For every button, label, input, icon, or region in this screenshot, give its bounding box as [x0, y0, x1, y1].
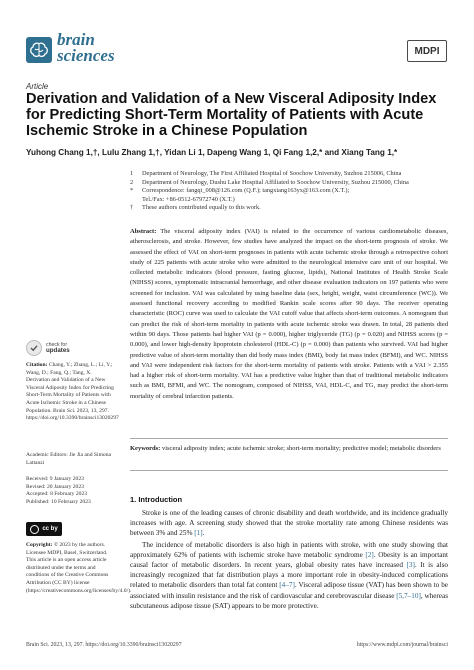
citation-link[interactable]: [1] [194, 529, 203, 538]
cc-license-badge[interactable] [26, 522, 62, 536]
affiliation-mark: 2 [130, 178, 134, 186]
affiliation-mark: 1 [130, 170, 134, 177]
affiliation-row [130, 170, 460, 179]
affiliation-mark [130, 196, 142, 205]
cc-icon [30, 525, 39, 534]
paragraph-text: , whereas subcutaneous adipose tissue (SAT) appears to be more protective. [130, 591, 448, 610]
published-date: Published: 10 February 2023 [26, 498, 91, 505]
section-heading: 1. Introduction [130, 495, 183, 504]
check-updates-line2: updates [46, 347, 70, 354]
journal-name-line1: brain [57, 30, 95, 49]
paragraph-text: . Obesity is an important causal factor of metabolic disorders. In recent years, global obesity rates have increased [130, 550, 448, 570]
introduction-body [130, 508, 448, 611]
publisher-logo: MDPI [407, 40, 447, 62]
academic-editors [26, 452, 116, 467]
keywords [130, 444, 448, 454]
check-updates-line1: check for [46, 342, 68, 348]
journal-name-line2: sciences [57, 46, 115, 65]
citation-link[interactable]: [4–7] [279, 581, 295, 590]
affiliation-row [130, 196, 460, 205]
abstract-text: The visceral adiposity index (VAI) is related to the occurrence of various cardiometabolic diseases, atherosclerosis, and stroke. However, few studies have analyzed the impact on the short-term prognosis of stroke. We assessed the effect of VAI on short-term prognoses in patients with acute ischemic stroke through a retrospective cohort study of 225 patients with acute stroke who were admitted to the neurological intensive care unit of our hospital. We collected metabolic indicators (blood pressure, fasting glucose, lipids), National Institutes of Health Stroke Scale (NIHSS) scores, symptomatic intracranial hemorrhage, and other disease evaluation indicators on 197 patients who were screened for inclusion. VAI was calculated by using baseline data (sex, height, weight, waist circumference (WC)). We assessed functional recovery according to modified Rankin scale scores after 90 days. The receiver operating characteristic (ROC) curve was used to calculate the VAI cutoff value that affects short-term outcomes. A nomogram that can predict the risk of short-term mortality in patients with acute ischemic stroke was drawn. In total, 28 patients died within 90 days. Those patients had higher VAI (p = 0.000), higher triglyceride (TG) (p = 0.020) and NIHSS scores (p = 0.000), and lower high-density lipoprotein cholesterol (HDL-C) (p = 0.000) than patients who survived. VAI had higher predictive value of short-term mortality than did body mass index (BMI), body fat mass index (BFMI), and WC. NIHSS and VAI were independent risk factors for the short-term mortality of patients with stroke. Patients with a VAI > 2.355 had a higher risk of short-term mortality. VAI has a predictive value higher than that of traditional metabolic indicators such as BMI, BFMI, and WC. The nomogram, composed of NIHSS, VAI, HDL-C, and TG, may predict the short-term mortality of cerebral infarction patients. [130, 228, 449, 400]
paragraph-text: . It is also increasingly recognized that fat distribution plays a more important role in obesity-induced complications related to metabolic disorders than total fat content [130, 561, 448, 590]
paragraph-text: Stroke is one of the leading causes of chronic disability and death worldwide, and its incidence gradually increases with age. A screening study showed that the stroke mortality rate among Chinese residents was between 3% and 25% [130, 509, 448, 538]
citation-link[interactable]: [2] [365, 550, 374, 559]
affiliation-row [130, 187, 460, 196]
cc-badge-label: cc by [42, 526, 58, 532]
affiliation-mark: † [130, 204, 134, 212]
paragraph-text: The incidence of metabolic disorders is also high in patients with stroke, with one study showing that approximately 62% of patients with ischemic stroke have metabolic syndrome [130, 540, 448, 559]
citation-block [26, 362, 119, 423]
paragraph-text: . Visceral adipose tissue (VAT) has been shown to be associated with insulin resistance and the risk of cardiovascular and cerebrovascular disease [130, 581, 448, 600]
abstract-label: Abstract: [130, 228, 157, 235]
affiliations [130, 170, 460, 213]
affiliation-row [130, 204, 460, 213]
check-for-updates[interactable] [26, 340, 70, 356]
received-date: Received: 9 January 2023 [26, 476, 84, 482]
citation-link[interactable]: [3] [406, 561, 415, 570]
citation-link[interactable]: [5,7–10] [396, 591, 421, 600]
keywords-label: Keywords: [130, 445, 161, 452]
footer-citation: Brain Sci. 2023, 13, 297. https://doi.org/10.3390/brainsci13020297 [26, 642, 182, 648]
paragraph [130, 540, 448, 611]
editors-text: Jie Jia and Simona Lattanzi [26, 452, 111, 466]
affiliation-text: Department of Neurology, The First Affiliated Hospital of Soochow University, Suzhou 215006, China [142, 170, 402, 177]
publication-dates [26, 476, 116, 506]
check-updates-label [46, 342, 70, 354]
revised-date: Revised: 20 January 2023 [26, 483, 84, 490]
journal-logo-icon [26, 37, 52, 63]
affiliation-text: Department of Neurology, Dushu Lake Hospital Affiliated to Soochow University, Suzhou 215000, China [142, 178, 409, 186]
citation-text: Chang, Y.; Zhang, L.; Li, Y.; Wang, D.; Fang, Q.; Tang, X. Derivation and Validation of a New Visceral Adiposity Index for Predicting Short-Term Mortality of Patients with Acute Ischemic Stroke in a Chinese Population. Brain Sci. 2023, 13, 297. https://doi.org/10.3390/brainsci13020297 [26, 362, 119, 422]
copyright-label: Copyright: [26, 542, 53, 548]
keywords-text: visceral adiposity index; acute ischemic stroke; short-term mortality; predictive model; metabolic disorders [161, 445, 441, 452]
abstract [130, 227, 448, 402]
article-type: Article [26, 82, 49, 91]
copyright-text: © 2023 by the authors. Licensee MDPI, Basel, Switzerland. This article is an open access article distributed under the terms and conditions of the Creative Commons Attribution (CC BY) license (https://creativecommons.org/licenses/by/4.0/). [26, 542, 132, 594]
affiliation-text: Correspondence: fangqi_008@126.com (Q.F.); tangxiang163yx@163.com (X.T.); [142, 187, 350, 195]
author-list: Yuhong Chang 1,†, Lulu Zhang 1,†, Yidan Li 1, Dapeng Wang 1, Qi Fang 1,2,* and Xiang Tang 1,* [26, 148, 398, 157]
accepted-date: Accepted: 8 February 2023 [26, 491, 88, 498]
copyright-block [26, 542, 132, 595]
paper-title: Derivation and Validation of a New Visceral Adiposity Index for Predicting Short-Term Mortality of Patients with Acute Ischemic Stroke in a Chinese Population [26, 91, 437, 139]
divider [130, 470, 448, 471]
affiliation-mark: * [130, 187, 134, 195]
affiliation-row [130, 179, 460, 188]
footer-journal-url[interactable]: https://www.mdpi.com/journal/brainsci [356, 642, 448, 648]
editors-label: Academic Editors: [26, 452, 68, 458]
affiliation-text: Tel./Fax: +86-0512-67972740 (X.T.) [142, 195, 235, 203]
divider [130, 438, 448, 439]
paragraph [130, 508, 448, 539]
citation-label: Citation: [26, 362, 48, 368]
paragraph-text: . [202, 529, 205, 538]
journal-name [57, 32, 115, 64]
affiliation-text: These authors contributed equally to this work. [142, 204, 261, 212]
check-updates-icon [26, 340, 42, 356]
